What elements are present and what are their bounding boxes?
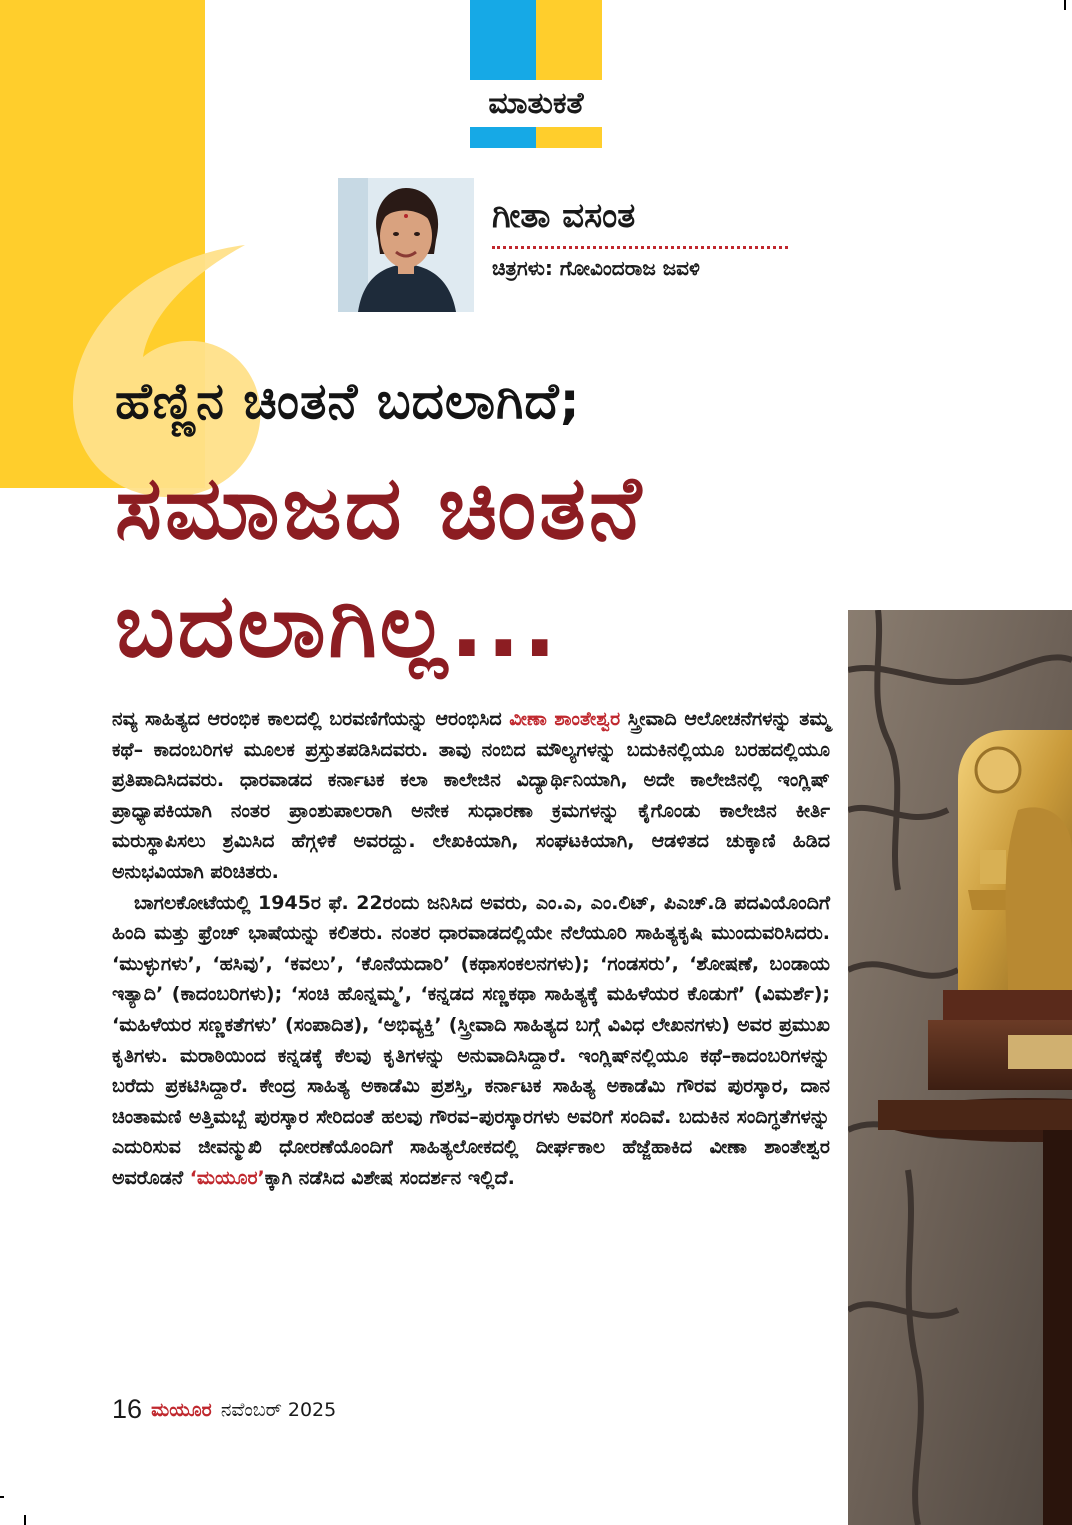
headline-line-3: ಬದಲಾಗಿಲ್ಲ... bbox=[115, 574, 560, 677]
paragraph-text: ಕ್ಕಾಗಿ ನಡೆಸಿದ ವಿಶೇಷ ಸಂದರ್ಶನ ಇಲ್ಲಿದೆ. bbox=[264, 1166, 515, 1189]
paragraph-text: ಸ್ತ್ರೀವಾದಿ ಆಲೋಚನೆಗಳನ್ನು ತಮ್ಮ ಕಥೆ– ಕಾದಂಬರಿಗಳ ಮೂಲಕ ಪ್ರಸ್ತುತಪಡಿಸಿದವರು. ತಾವು ನಂಬಿದ ಮೌಲ್ಯಗಳನ್ನು ಬದುಕಿನಲ್ಲಿಯೂ ಬರಹದಲ್ಲಿಯೂ ಪ್ರತಿಪಾದಿಸಿದವರು. ಧಾರವಾಡದ ಕರ್ನಾಟಕ ಕಲಾ ಕಾಲೇಜಿನ ವಿದ್ಯಾರ್ಥಿನಿಯಾಗಿ, ಅದೇ ಕಾಲೇಜಿನಲ್ಲಿ ಇಂಗ್ಲಿಷ್ ಪ್ರಾಧ್ಯಾಪಕಿಯಾಗಿ ನಂತರ ಪ್ರಾಂಶುಪಾಲರಾಗಿ ಅನೇಕ ಸುಧಾರಣಾ ಕ್ರಮಗಳನ್ನು ಕೈಗೊಂಡು ಕಾಲೇಜಿನ ಕೀರ್ತಿ ಮರುಸ್ಥಾಪಿಸಲು ಶ್ರಮಿಸಿದ ಹೆಗ್ಗಳಿಕೆ ಅವರದ್ದು. ಲೇಖಕಿಯಾಗಿ, ಸಂಘಟಕಿಯಾಗಿ, ಆಡಳಿತದ ಚುಕ್ಕಾಣಿ ಹಿಡಿದ ಅನುಭವಿಯಾಗಿ ಪರಿಚಿತರು. bbox=[112, 708, 830, 883]
paragraph-text: ಬಾಗಲಕೋಟೆಯಲ್ಲಿ 1945ರ ಫೆ. 22ರಂದು ಜನಿಸಿದ ಅವರು, ಎಂ.ಎ, ಎಂ.ಲಿಟ್, ಪಿಎಚ್.ಡಿ ಪದವಿಯೊಂದಿಗೆ ಹಿಂದಿ ಮತ್ತು ಫ್ರೆಂಚ್ ಭಾಷೆಯನ್ನು ಕಲಿತರು. ನಂತರ ಧಾರವಾಡದಲ್ಲಿಯೇ ನೆಲೆಯೂರಿ ಸಾಹಿತ್ಯಕೃಷಿ ಮುಂದುವರಿಸಿದರು. ‘ಮುಳ್ಳುಗಳು’, ‘ಹಸಿವು’, ‘ಕವಲು’, ‘ಕೊನೆಯದಾರಿ’ (ಕಥಾಸಂಕಲನಗಳು); ‘ಗಂಡಸರು’, ‘ಶೋಷಣೆ, ಬಂಡಾಯ ಇತ್ಯಾದಿ’ (ಕಾದಂಬರಿಗಳು); ‘ಸಂಚಿ ಹೊನ್ನಮ್ಮ’, ‘ಕನ್ನಡದ ಸಣ್ಣಕಥಾ ಸಾಹಿತ್ಯಕ್ಕೆ ಮಹಿಳೆಯರ ಕೊಡುಗೆ’ (ವಿಮರ್ಶೆ); ‘ಮಹಿಳೆಯರ ಸಣ್ಣಕತೆಗಳು’ (ಸಂಪಾದಿತ), ‘ಅಭಿವ್ಯಕ್ತಿ’ (ಸ್ತ್ರೀವಾದಿ ಸಾಹಿತ್ಯದ ಬಗ್ಗೆ ವಿವಿಧ ಲೇಖನಗಳು) ಅವರ ಪ್ರಮುಖ ಕೃತಿಗಳು. ಮರಾಠಿಯಿಂದ ಕನ್ನಡಕ್ಕೆ ಕೆಲವು ಕೃತಿಗಳನ್ನು ಅನುವಾದಿಸಿದ್ದಾರೆ. ಇಂಗ್ಲಿಷ್‌ನಲ್ಲಿಯೂ ಕಥೆ–ಕಾದಂಬರಿಗಳನ್ನು ಬರೆದು ಪ್ರಕಟಿಸಿದ್ದಾರೆ. ಕೇಂದ್ರ ಸಾಹಿತ್ಯ ಅಕಾಡೆಮಿ ಪ್ರಶಸ್ತಿ, ಕರ್ನಾಟಕ ಸಾಹಿತ್ಯ ಅಕಾಡೆಮಿ ಗೌರವ ಪುರಸ್ಕಾರ, ದಾನ ಚಿಂತಾಮಣಿ ಅತ್ತಿಮಬ್ಬೆ ಪುರಸ್ಕಾರ ಸೇರಿದಂತೆ ಹಲವು ಗೌರವ–ಪುರಸ್ಕಾರಗಳು ಅವರಿಗೆ ಸಂದಿವೆ. ಬದುಕಿನ ಸಂದಿಗ್ಧತೆಗಳನ್ನು ಎದುರಿಸುವ ಜೀವನ್ಮುಖಿ ಧೋರಣೆಯೊಂದಿಗೆ ಸಾಹಿತ್ಯಲೋಕದಲ್ಲಿ ದೀರ್ಘಕಾಲ ಹೆಜ್ಜೆಹಾಕಿದ ವೀಣಾ ಶಾಂತೇಶ್ವರ ಅವರೊಡನೆ bbox=[112, 891, 830, 1189]
logo-yellow-strip bbox=[536, 127, 602, 148]
section-logo bbox=[470, 0, 602, 148]
crop-mark bbox=[1064, 0, 1066, 10]
author-name: ಗೀತಾ ವಸಂತ bbox=[492, 196, 636, 236]
highlight-magazine: ‘ಮಯೂರ’ bbox=[189, 1166, 265, 1189]
author-photo bbox=[338, 178, 474, 312]
issue-date: ನವೆಂಬರ್ 2025 bbox=[220, 1398, 337, 1421]
logo-yellow-block bbox=[536, 0, 602, 80]
page-footer bbox=[112, 1394, 336, 1425]
article-intro bbox=[112, 704, 830, 1194]
crop-mark bbox=[0, 1496, 4, 1498]
headline-line-2: ಸಮಾಜದ ಚಿಂತನೆ bbox=[115, 456, 645, 559]
award-photo bbox=[848, 610, 1072, 1525]
headline-line-1: ಹೆಣ್ಣಿನ ಚಿಂತನೆ ಬದಲಾಗಿದೆ; bbox=[115, 372, 581, 430]
logo-blue-block bbox=[470, 0, 536, 80]
paragraph-text: ನವ್ಯ ಸಾಹಿತ್ಯದ ಆರಂಭಿಕ ಕಾಲದಲ್ಲಿ ಬರವಣಿಗೆಯನ್ನು ಆರಂಭಿಸಿದ bbox=[112, 708, 510, 730]
crop-mark bbox=[24, 1515, 26, 1525]
intro-paragraph-1 bbox=[112, 704, 830, 888]
byline-divider bbox=[492, 246, 788, 249]
magazine-logo: ಮಯೂರ bbox=[151, 1398, 212, 1421]
logo-blue-strip bbox=[470, 127, 536, 148]
photo-credit: ಚಿತ್ರಗಳು: ಗೋವಿಂದರಾಜ ಜವಳಿ bbox=[492, 256, 700, 280]
page-number: 16 bbox=[112, 1394, 143, 1424]
intro-paragraph-2 bbox=[112, 888, 830, 1194]
section-label: ಮಾತುಕತೆ bbox=[488, 86, 584, 121]
highlight-name: ವೀಣಾ ಶಾಂತೇಶ್ವರ bbox=[509, 708, 621, 730]
